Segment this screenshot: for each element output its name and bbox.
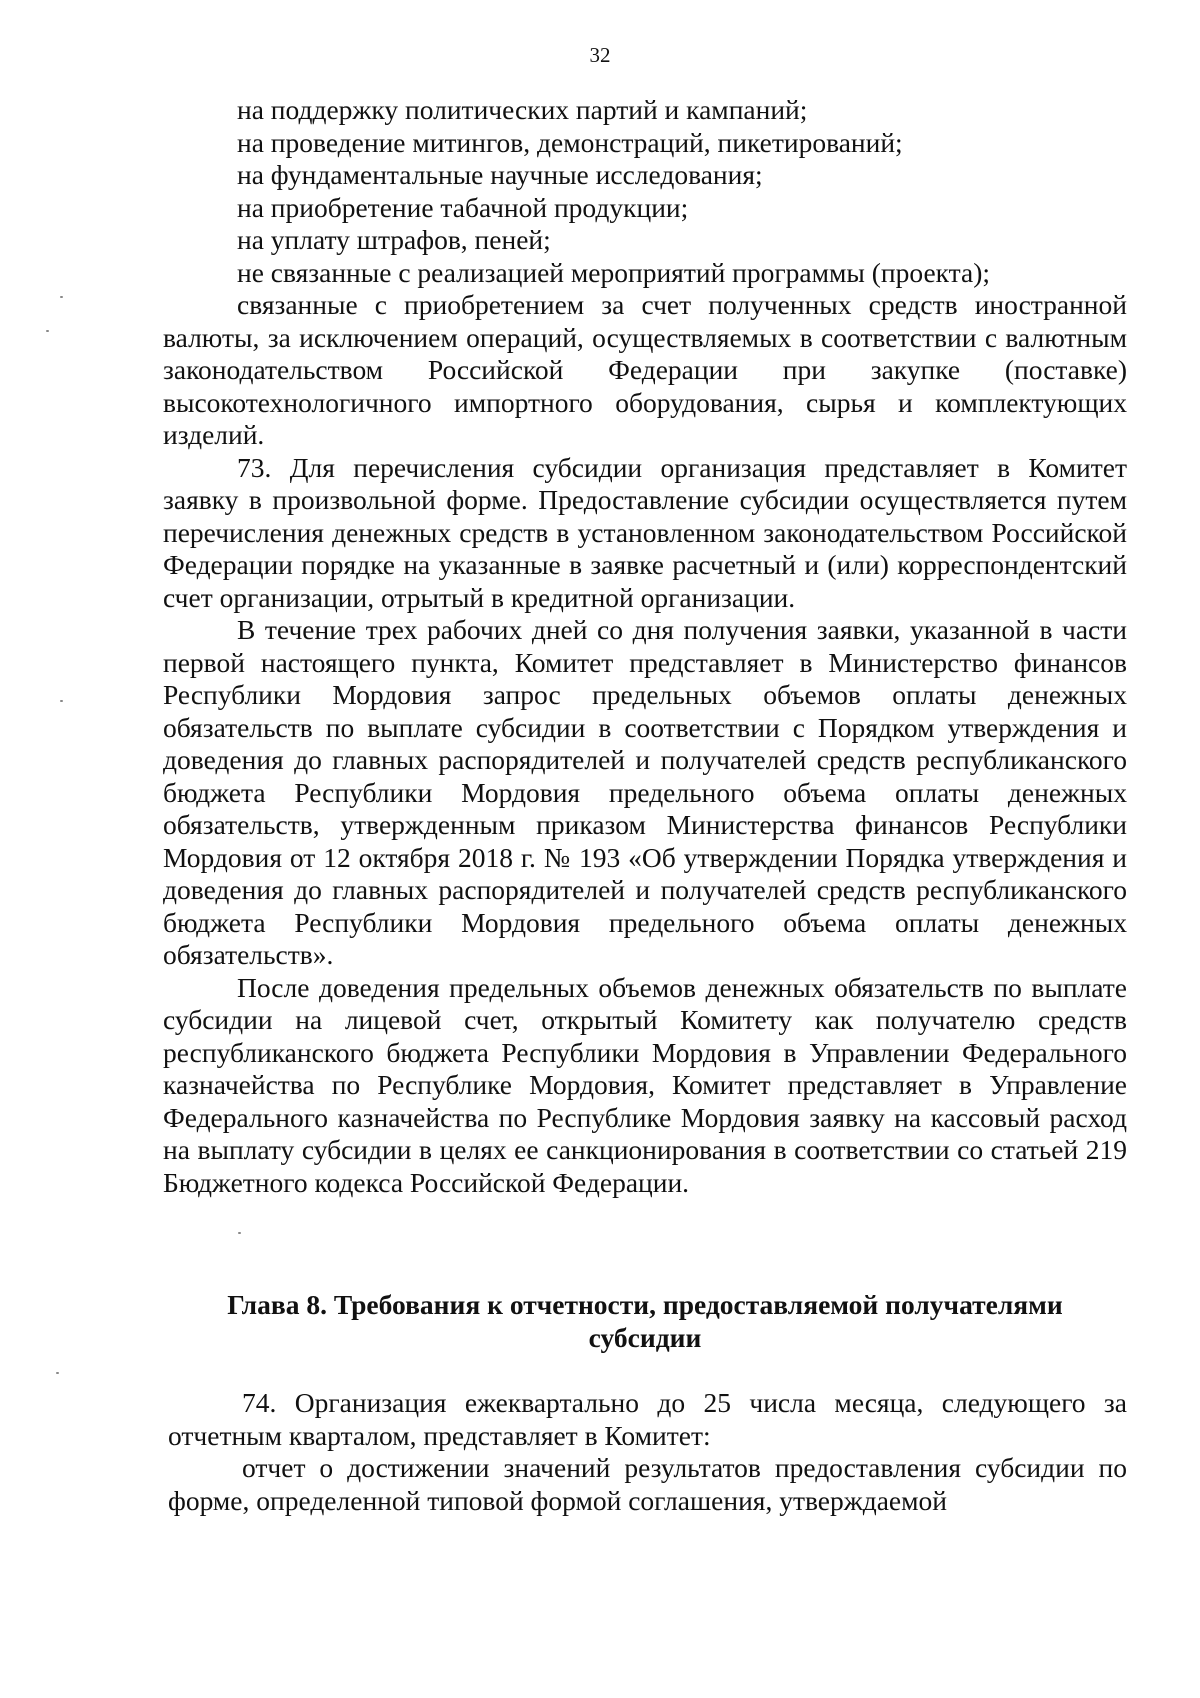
scan-speck (60, 700, 63, 702)
list-item: на приобретение табачной продукции; (237, 191, 689, 223)
scan-speck (46, 330, 49, 332)
scan-speck (56, 1372, 59, 1374)
list-item: на уплату штрафов, пеней; (237, 224, 551, 255)
scan-speck (238, 1232, 241, 1234)
list-item: на поддержку политических партий и кампаний; (237, 94, 808, 125)
paragraph: В течение трех рабочих дней со дня получения заявки, указанной в части первой настоящего пункта, Комитет представляет в Министерство финансов Республики Мордовия запрос предельных объемов оплаты денежных обязательств по выплате субсидии в соответствии с Порядком утверждения и доведения до главных распорядителей и получателей средств республиканского бюджета Республики Мордовия предельного объема оплаты денежных обязательств, утвержденным приказом Министерства финансов Республики Мордовия от 12 октября 2018 г. № 193 «Об утверждении Порядка утверждения и доведения до главных распорядителей и получателей средств республиканского бюджета Республики Мордовия предельного объема оплаты денежных обязательств». (163, 614, 1127, 970)
paragraph-item-74: 74. Организация ежеквартально до 25 числа месяца, следующего за отчетным кварталом, представляет в Комитет: (168, 1387, 1127, 1451)
page-number: 32 (589, 43, 611, 67)
list-item: на фундаментальные научные исследования; (237, 159, 763, 190)
paragraph: После доведения предельных объемов денежных обязательств по выплате субсидии на лицевой счет, открытый Комитету как получателю средств республиканского бюджета Республики Мордовия в Управлении Федерального казначейства по Республике Мордовия, Комитет представляет в Управление Федерального казначейства по Республике Мордовия заявку на кассовый расход на выплату субсидии в целях ее санкционирования в соответствии со статьей 219 Бюджетного кодекса Российской Федерации. (163, 971, 1127, 1198)
paragraph: связанные с приобретением за счет полученных средств иностранной валюты, за исключением операций, осуществляемых в соответствии с валютным законодательством Российской Федерации при закупке (поставке) высокотехнологичного импортного оборудования, сырья и комплектующих изделий. (163, 289, 1127, 450)
list-item: не связанные с реализацией мероприятий программы (проекта); (237, 256, 991, 288)
body-text (163, 94, 1127, 1199)
chapter-heading: Глава 8. Требования к отчетности, предоставляемой получателями субсидии (227, 1289, 1063, 1353)
paragraph-item-73: 73. Для перечисления субсидии организация представляет в Комитет заявку в произвольной форме. Предоставление субсидии осуществляется путем перечисления денежных средств в установленном законодательством Российской Федерации порядке на указанные в заявке расчетный и (или) корреспондентский счет организации, отрытый в кредитной организации. (163, 451, 1127, 613)
body-text-continued (168, 1387, 1127, 1517)
scan-speck (60, 296, 63, 298)
list-item: на проведение митингов, демонстраций, пикетирований; (237, 126, 903, 158)
paragraph: отчет о достижении значений результатов предоставления субсидии по форме, определенной типовой формой соглашения, утверждаемой (168, 1452, 1127, 1516)
